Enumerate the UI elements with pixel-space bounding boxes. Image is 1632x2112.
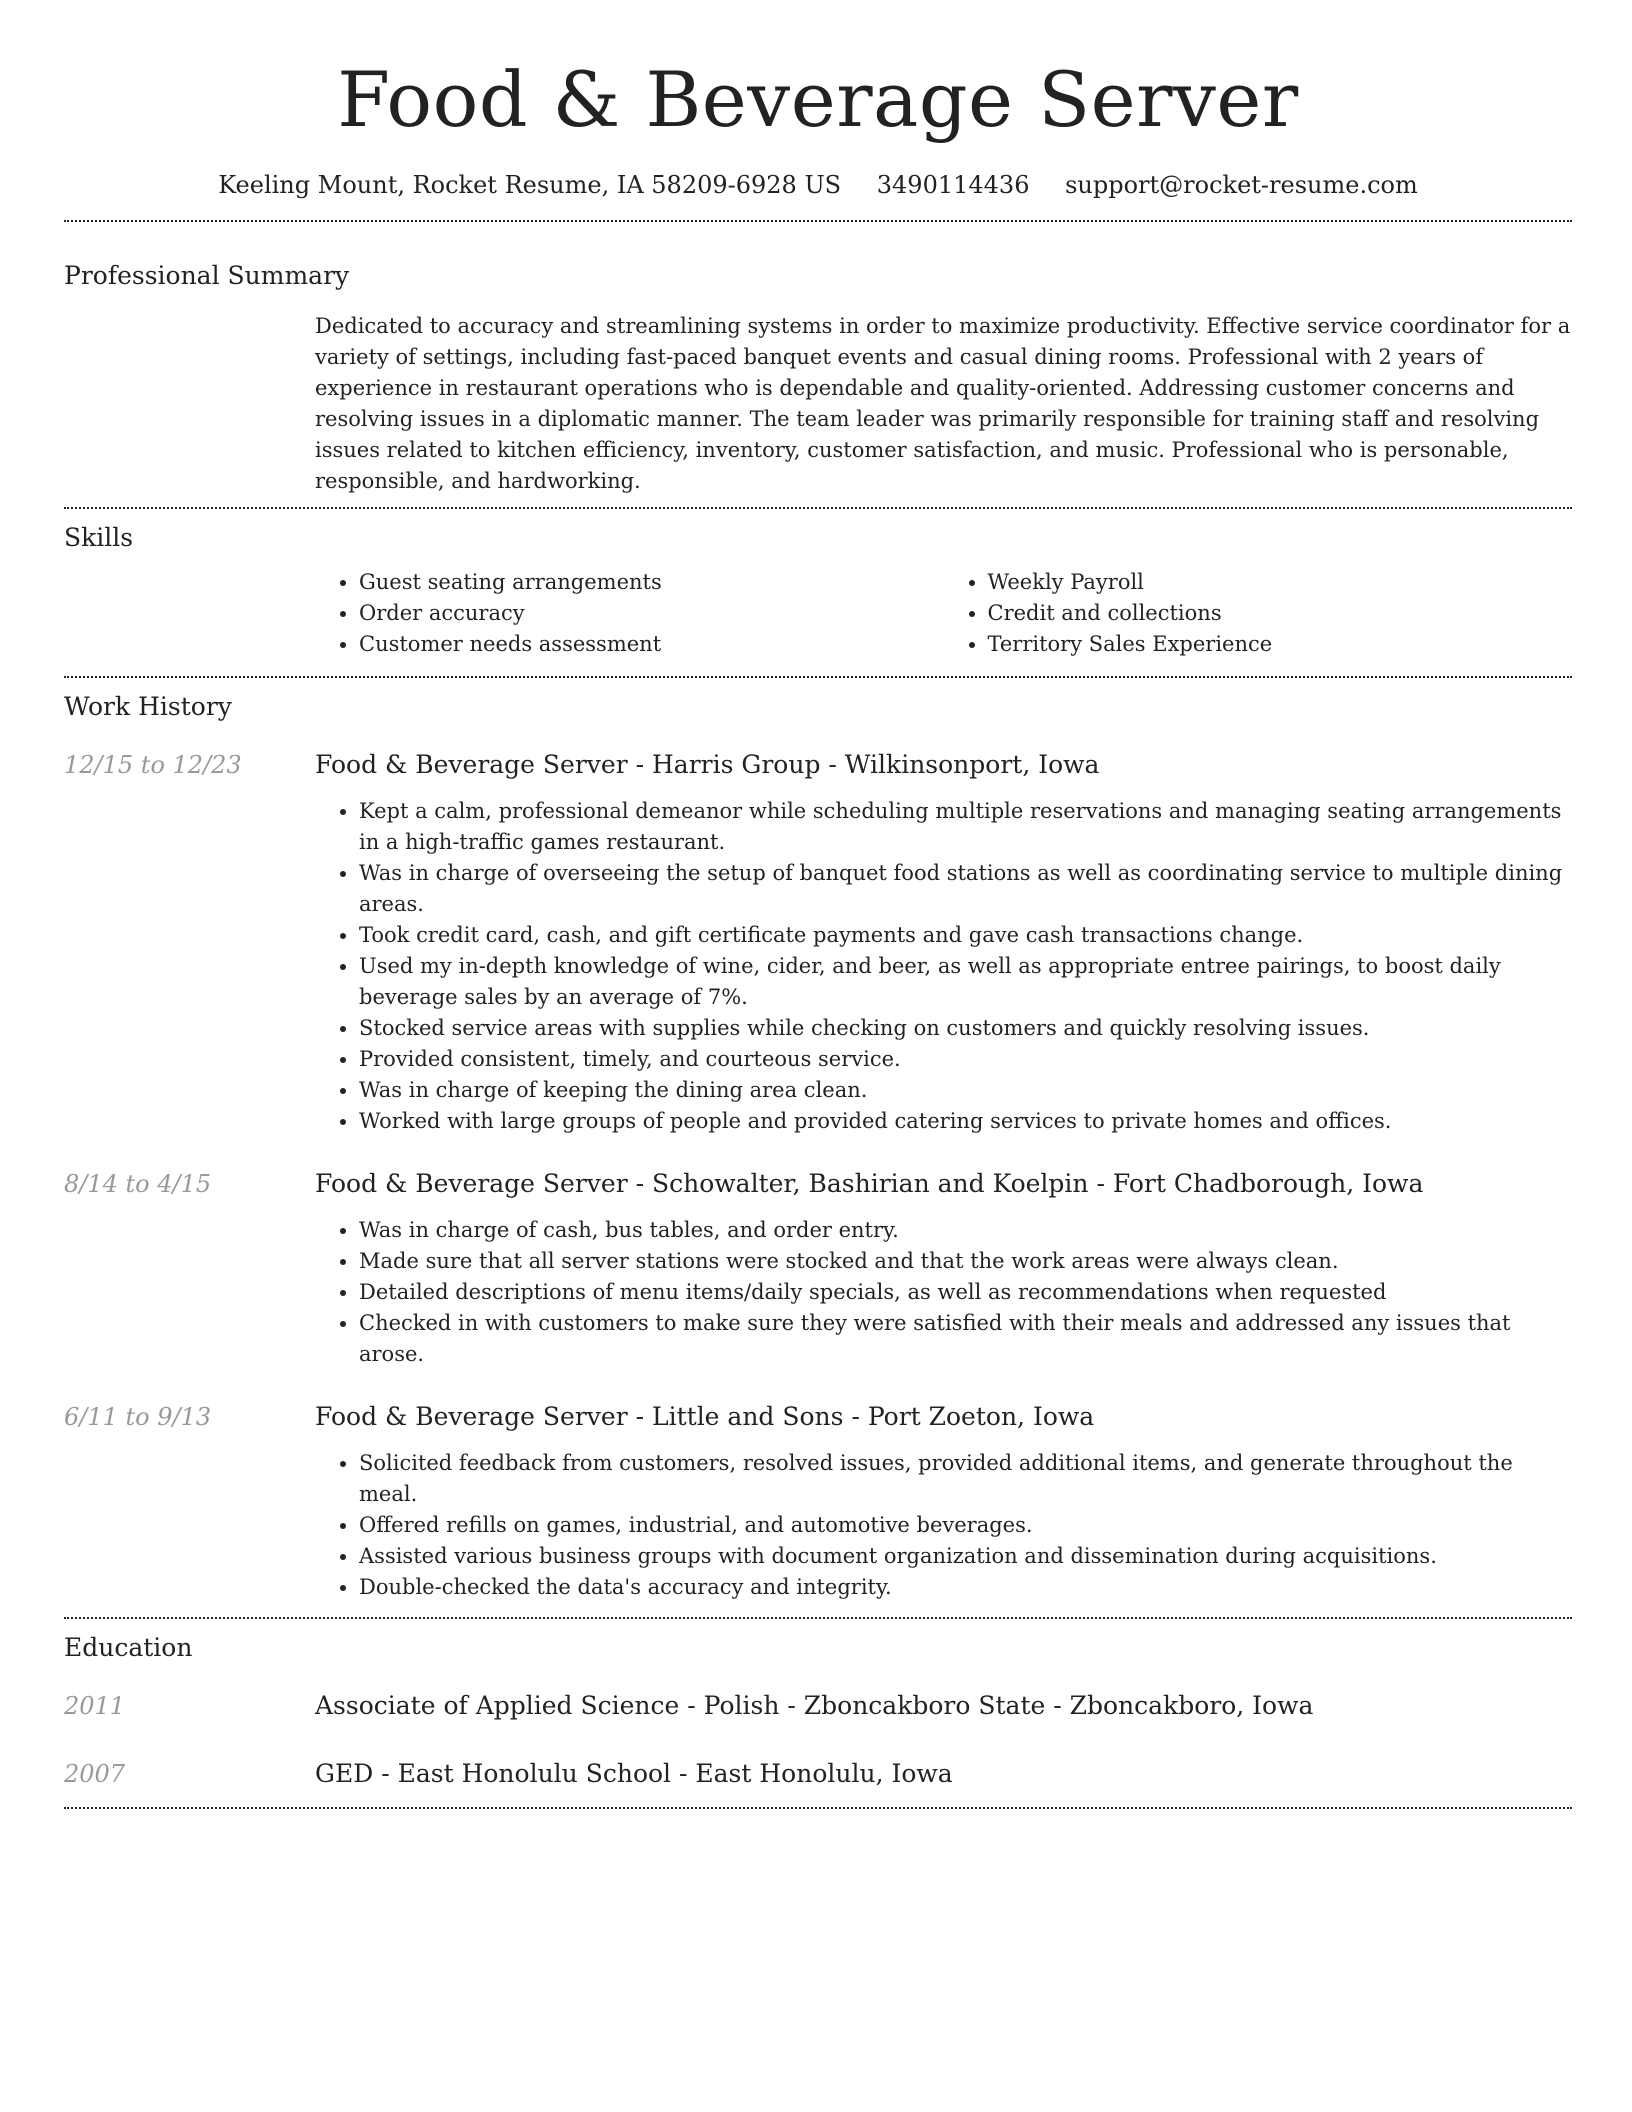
education-text: GED - East Honolulu School - East Honolulu, Iowa [315,1759,953,1788]
job-bullet: • Solicited feedback from customers, resolved issues, provided additional items, and generate throughout the meal. [359,1448,1572,1510]
job-bullet: • Stocked service areas with supplies while checking on customers and quickly resolving issues. [359,1013,1572,1044]
skills-list-right [944,567,1573,660]
job-bullets [315,1215,1572,1370]
skills-heading: Skills [64,523,134,552]
resume-page [64,0,1572,1809]
education-year: 2007 [64,1760,126,1788]
contact-address: Keeling Mount, Rocket Resume, IA 58209-6928 US [218,171,842,199]
job-bullet: • Took credit card, cash, and gift certificate payments and gave cash transactions change. [359,920,1572,951]
work-section [64,678,1572,1617]
job-dates: 8/14 to 4/15 [64,1170,212,1198]
job-bullet: • Made sure that all server stations were stocked and that the work areas were always clean. [359,1246,1572,1277]
job-entry [64,748,1572,1137]
contact-phone: 3490114436 [876,171,1030,199]
skills-list-left [315,567,944,660]
skills-section [64,509,1572,676]
job-bullet: • Used my in-depth knowledge of wine, cider, and beer, as well as appropriate entree pairings, to boost daily beverage sales by an average of 7%. [359,951,1572,1013]
education-section [64,1619,1572,1807]
job-dates: 6/11 to 9/13 [64,1403,212,1431]
education-entry [64,1689,1572,1723]
skill-item: • Credit and collections [988,598,1573,629]
education-entry [64,1757,1572,1791]
job-bullet: • Assisted various business groups with document organization and dissemination during acquisitions. [359,1541,1572,1572]
job-dates: 12/15 to 12/23 [64,751,242,779]
job-bullet: • Was in charge of overseeing the setup of banquet food stations as well as coordinating service to multiple dining areas. [359,858,1572,920]
divider [64,1807,1572,1809]
job-entry [64,1167,1572,1370]
job-bullet: • Double-checked the data's accuracy and integrity. [359,1572,1572,1603]
job-bullet: • Provided consistent, timely, and courteous service. [359,1044,1572,1075]
education-heading: Education [64,1633,193,1662]
contact-line [64,168,1572,202]
job-bullet: • Was in charge of keeping the dining area clean. [359,1075,1572,1106]
job-bullet: • Worked with large groups of people and provided catering services to private homes and offices. [359,1106,1572,1137]
education-text: Associate of Applied Science - Polish - Zboncakboro State - Zboncakboro, Iowa [315,1691,1314,1720]
resume-name: Food & Beverage Server [337,55,1299,144]
job-bullet: • Was in charge of cash, bus tables, and order entry. [359,1215,1572,1246]
contact-email: support@rocket-resume.com [1065,171,1418,199]
skill-item: • Guest seating arrangements [359,567,944,598]
skill-item: • Weekly Payroll [988,567,1573,598]
education-year: 2011 [64,1692,126,1720]
job-bullet: • Kept a calm, professional demeanor while scheduling multiple reservations and managing seating arrangements in a high-traffic games restaurant. [359,796,1572,858]
work-heading: Work History [64,692,232,721]
skill-item: • Order accuracy [359,598,944,629]
job-bullet: • Detailed descriptions of menu items/daily specials, as well as recommendations when requested [359,1277,1572,1308]
job-bullets [315,796,1572,1137]
skill-item: • Customer needs assessment [359,629,944,660]
job-title: Food & Beverage Server - Harris Group - Wilkinsonport, Iowa [315,750,1100,779]
summary-section [64,222,1572,507]
job-bullet: • Offered refills on games, industrial, and automotive beverages. [359,1510,1572,1541]
job-entry [64,1400,1572,1603]
job-title: Food & Beverage Server - Little and Sons - Port Zoeton, Iowa [315,1402,1095,1431]
job-title: Food & Beverage Server - Schowalter, Bashirian and Koelpin - Fort Chadborough, Iowa [315,1169,1424,1198]
skill-item: • Territory Sales Experience [988,629,1573,660]
job-bullet: • Checked in with customers to make sure they were satisfied with their meals and addressed any issues that arose. [359,1308,1572,1370]
job-bullets [315,1448,1572,1603]
summary-text: Dedicated to accuracy and streamlining systems in order to maximize productivity. Effective service coordinator for a variety of settings, including fast-paced banquet events and casual dining rooms. Professional with 2 years of experience in restaurant operations who is dependable and quality-oriented. Addressing customer concerns and resolving issues in a diplomatic manner. The team leader was primarily responsible for training staff and resolving issues related to kitchen efficiency, inventory, customer satisfaction, and music. Professional who is personable, responsible, and hardworking. [315,314,1571,493]
summary-heading: Professional Summary [64,261,350,290]
